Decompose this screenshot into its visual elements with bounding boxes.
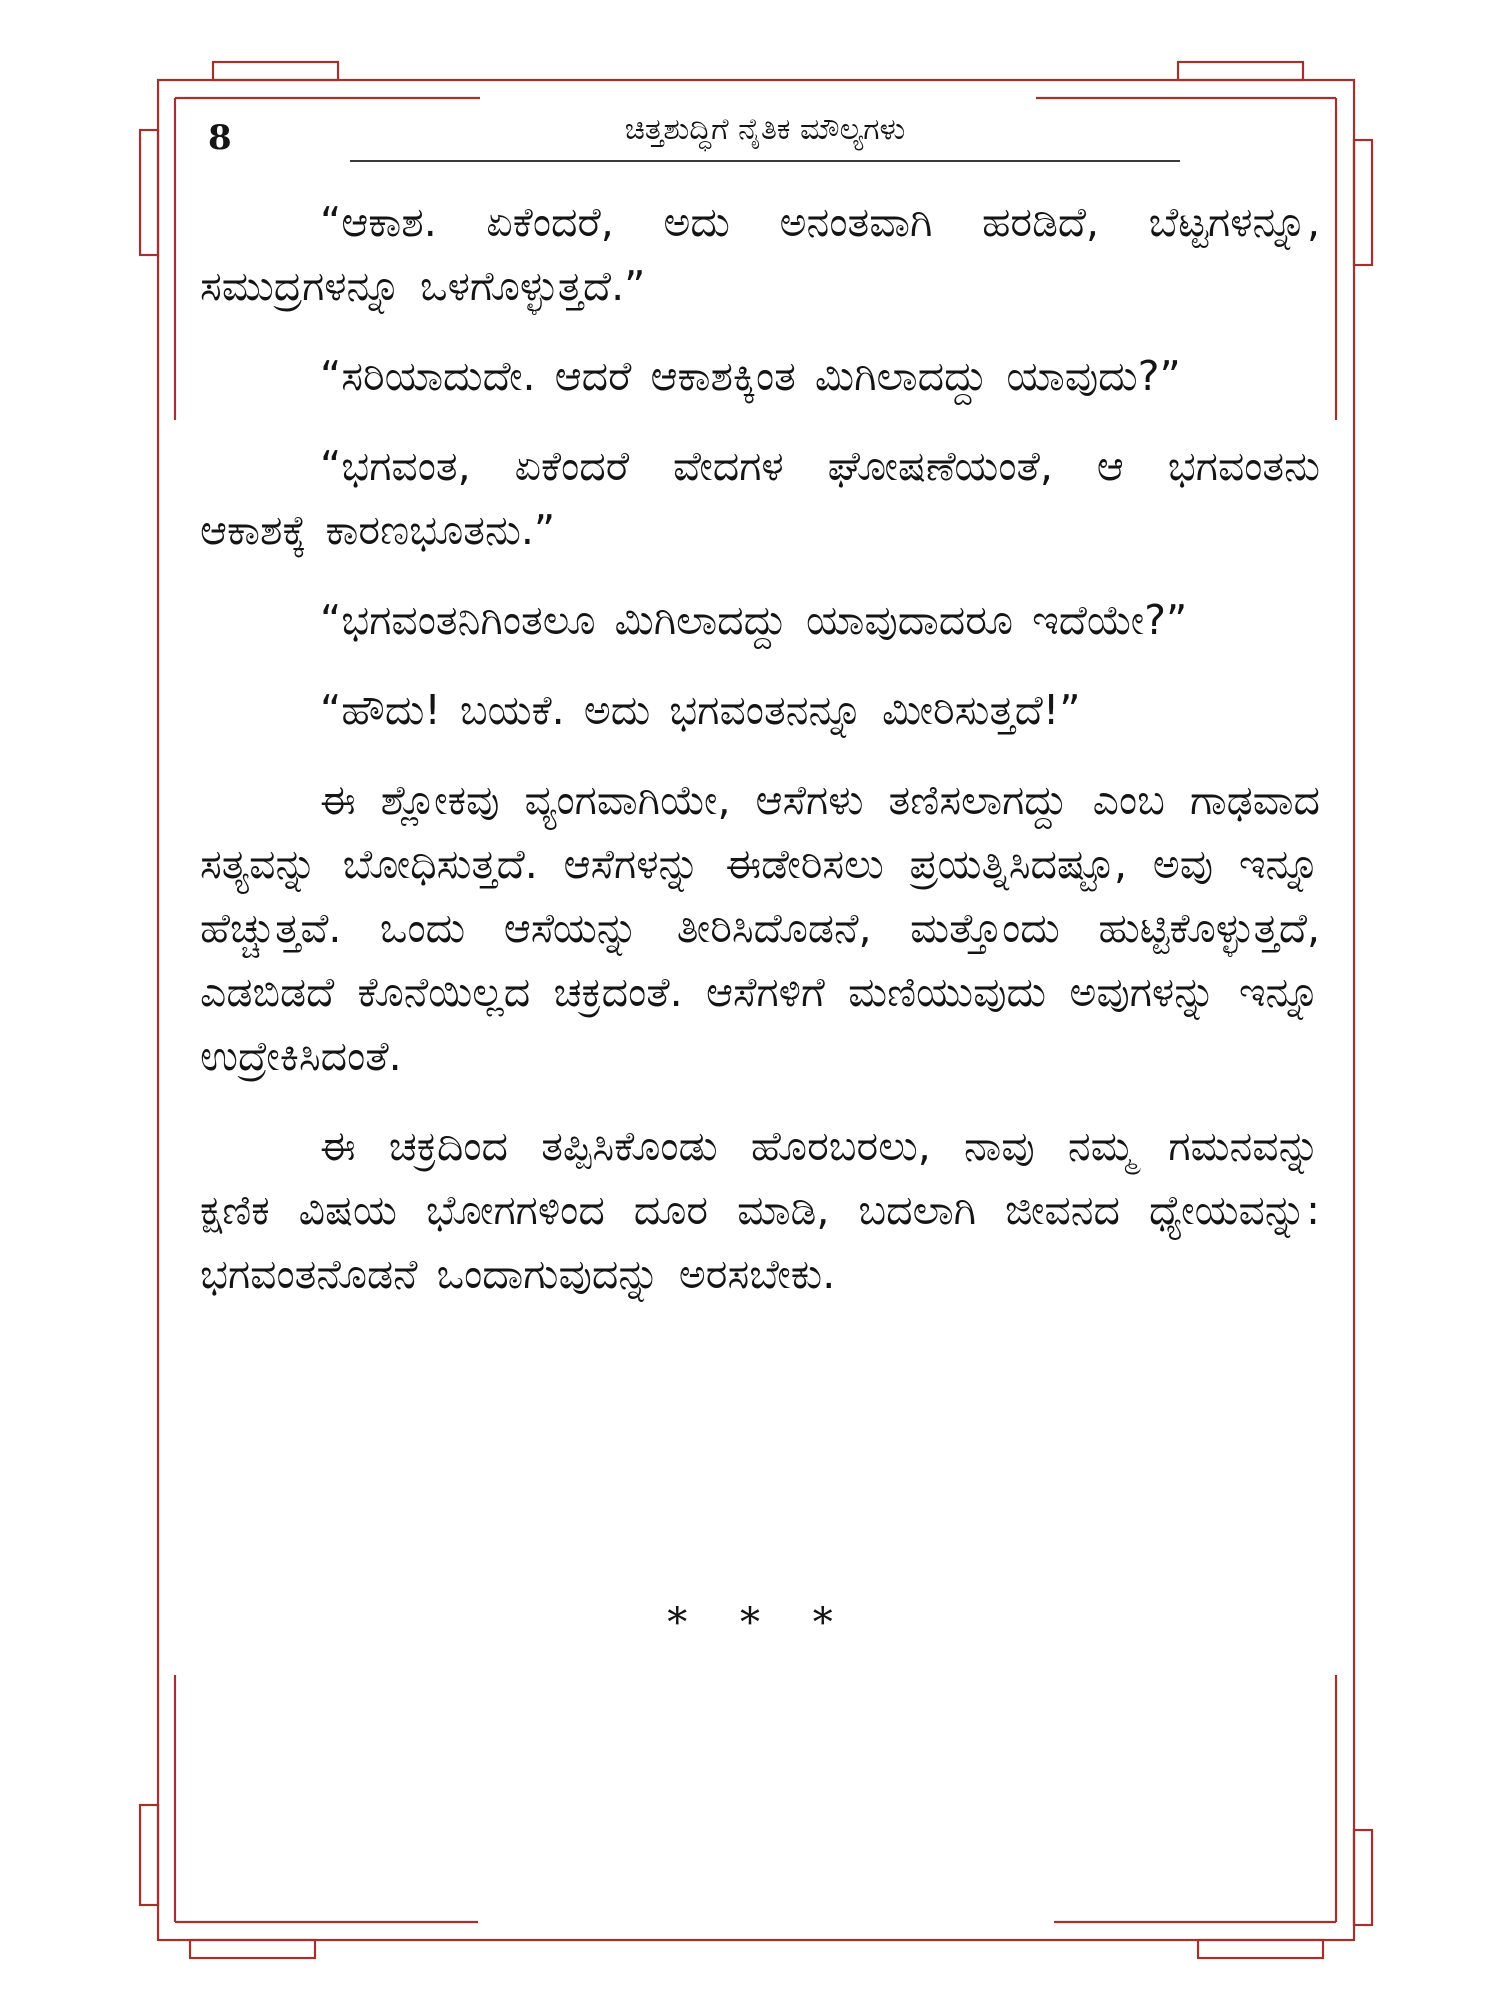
paragraph-2: “ಸರಿಯಾದುದೇ. ಆದರೆ ಆಕಾಶಕ್ಕಿಂತ ಮಿಗಿಲಾದದ್ದು ಯಾವುದು?”	[320, 352, 1181, 400]
running-header: ಚಿತ್ತಶುದ್ಧಿಗೆ ನೈತಿಕ ಮೌಲ್ಯಗಳು	[624, 112, 906, 147]
paragraph-5: “ಹೌದು! ಬಯಕೆ. ಅದು ಭಗವಂತನನ್ನೂ ಮೀರಿಸುತ್ತದೆ!”	[320, 686, 1081, 734]
section-break: * * *	[667, 1600, 853, 1646]
paragraph-7: ಈ ಚಕ್ರದಿಂದ ತಪ್ಪಿಸಿಕೊಂಡು ಹೊರಬರಲು, ನಾವು ನಮ್ಮ ಗಮನವನ್ನು ಕ್ಷಣಿಕ ವಿಷಯ ಭೋಗಗಳಿಂದ ದೂರ ಮಾಡಿ, ಬದಲಾಗಿ ಜೀವನದ ಧ್ಯೇಯವನ್ನು: ಭಗವಂತನೊಡನೆ ಒಂದಾಗುವುದನ್ನು ಅರಸಬೇಕು.	[200, 1122, 1320, 1298]
paragraph-6: ಈ ಶ್ಲೋಕವು ವ್ಯಂಗವಾಗಿಯೇ, ಆಸೆಗಳು ತಣಿಸಲಾಗದ್ದು ಎಂಬ ಗಾಢವಾದ ಸತ್ಯವನ್ನು ಬೋಧಿಸುತ್ತದೆ. ಆಸೆಗಳನ್ನು ಈಡೇರಿಸಲು ಪ್ರಯತ್ನಿಸಿದಷ್ಟೂ, ಅವು ಇನ್ನೂ ಹೆಚ್ಚುತ್ತವೆ. ಒಂದು ಆಸೆಯನ್ನು ತೀರಿಸಿದೊಡನೆ, ಮತ್ತೊಂದು ಹುಟ್ಟಿಕೊಳ್ಳುತ್ತದೆ, ಎಡಬಿಡದೆ ಕೊನೆಯಿಲ್ಲದ ಚಕ್ರದಂತೆ. ಆಸೆಗಳಿಗೆ ಮಣಿಯುವುದು ಅವುಗಳನ್ನು ಇನ್ನೂ ಉದ್ರೇಕಿಸಿದಂತೆ.	[200, 776, 1320, 1080]
paragraph-4: “ಭಗವಂತನಿಗಿಂತಲೂ ಮಿಗಿಲಾದದ್ದು ಯಾವುದಾದರೂ ಇದೆಯೇ?”	[320, 596, 1188, 644]
body-text	[200, 190, 1320, 1332]
page-number: 8	[208, 118, 232, 158]
paragraph-3: “ಭಗವಂತ, ಏಕೆಂದರೆ ವೇದಗಳ ಘೋಷಣೆಯಂತೆ, ಆ ಭಗವಂತನು ಆಕಾಶಕ್ಕೆ ಕಾರಣಭೂತನು.”	[200, 442, 1320, 554]
header-divider	[350, 160, 1180, 162]
paragraph-1: “ಆಕಾಶ. ಏಕೆಂದರೆ, ಅದು ಅನಂತವಾಗಿ ಹರಡಿದೆ, ಬೆಟ್ಟಗಳನ್ನೂ, ಸಮುದ್ರಗಳನ್ನೂ ಒಳಗೊಳ್ಳುತ್ತದೆ.”	[200, 198, 1320, 310]
